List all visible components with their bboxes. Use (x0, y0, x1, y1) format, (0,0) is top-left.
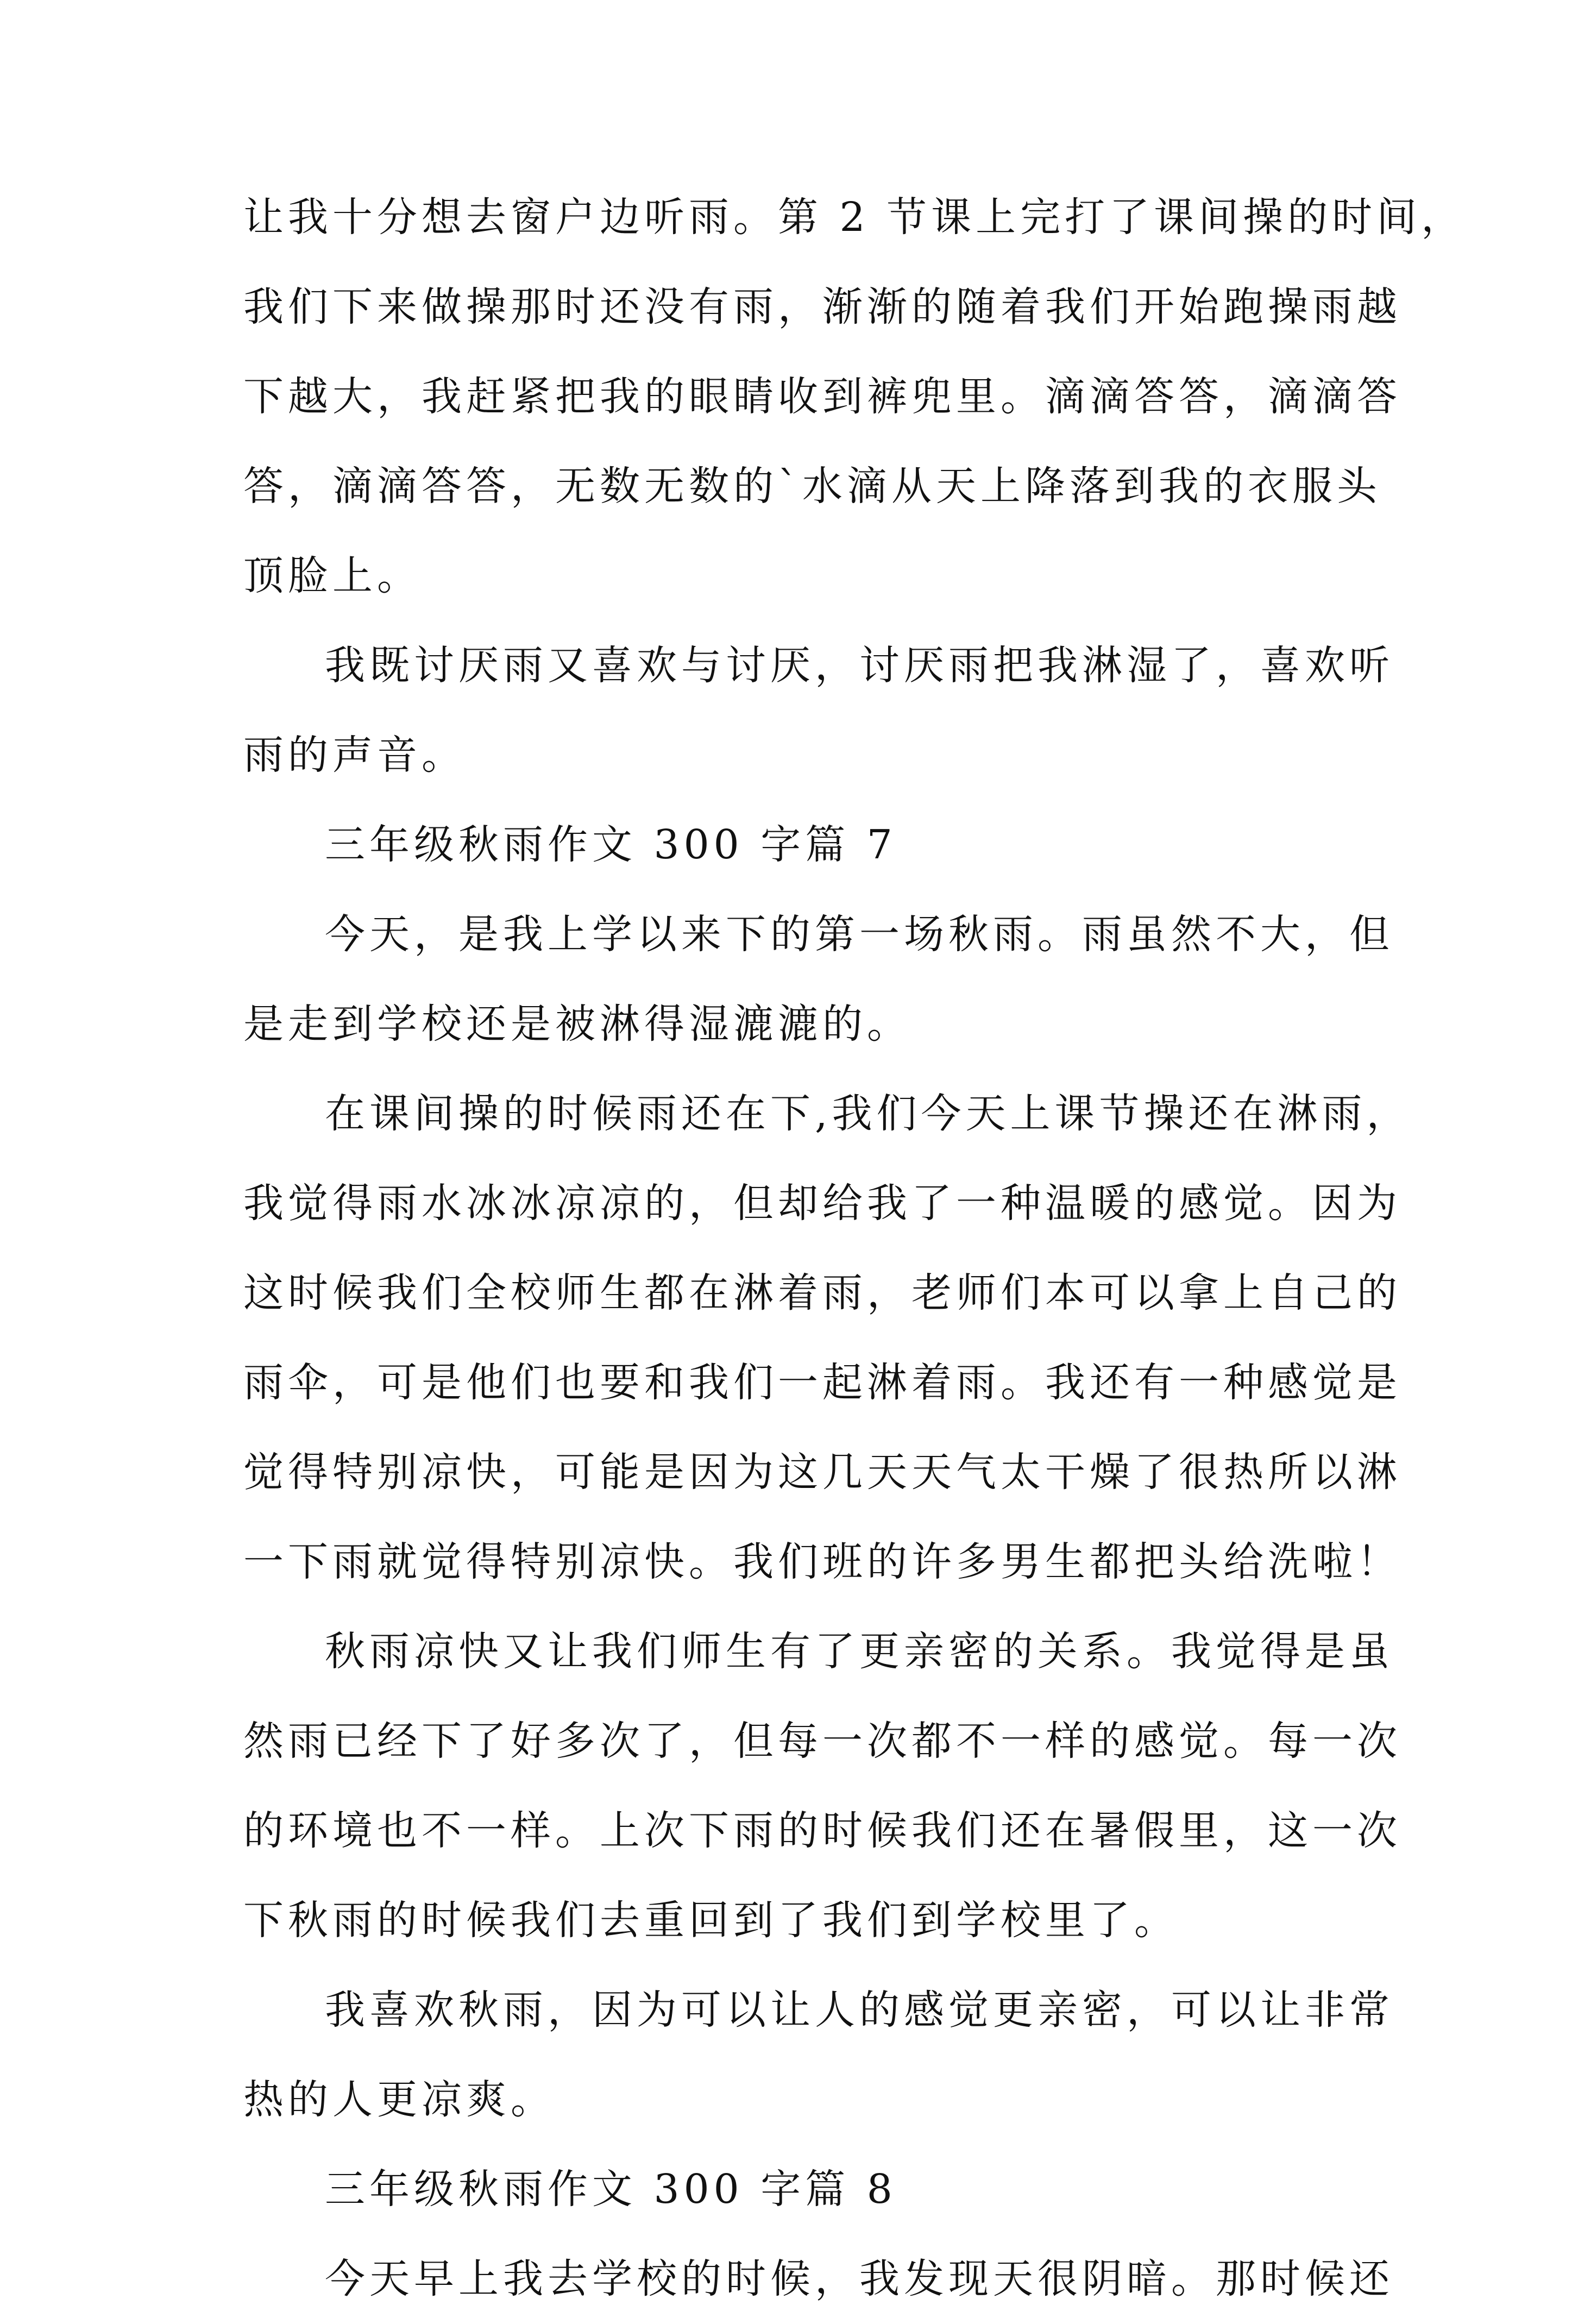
text-line: 今天，是我上学以来下的第一场秋雨。雨虽然不大，但 (325, 911, 1394, 958)
text-line: 下越大，我赶紧把我的眼睛收到裤兜里。滴滴答答，滴滴答 (243, 373, 1401, 420)
text-line: 秋雨凉快又让我们师生有了更亲密的关系。我觉得是虽 (325, 1628, 1394, 1675)
text-line: 下秋雨的时候我们去重回到了我们到学校里了。 (243, 1897, 1179, 1944)
text-line: 雨伞，可是他们也要和我们一起淋着雨。我还有一种感觉是 (243, 1359, 1401, 1406)
text-line: 让我十分想去窗户边听雨。第 2 节课上完打了课间操的时间， (243, 194, 1466, 241)
section-heading: 三年级秋雨作文 300 字篇 8 (325, 2166, 897, 2213)
text-line: 我们下来做操那时还没有雨，渐渐的随着我们开始跑操雨越 (243, 284, 1401, 330)
text-line: 的环境也不一样。上次下雨的时候我们还在暑假里，这一次 (243, 1807, 1401, 1854)
text-line: 然雨已经下了好多次了，但每一次都不一样的感觉。每一次 (243, 1718, 1401, 1764)
text-line: 我觉得雨水冰冰凉凉的，但却给我了一种温暖的感觉。因为 (243, 1180, 1401, 1227)
text-line: 热的人更凉爽。 (243, 2076, 555, 2123)
text-line: 我喜欢秋雨，因为可以让人的感觉更亲密，可以让非常 (325, 1987, 1394, 2033)
text-line: 雨的声音。 (243, 732, 466, 778)
text-line: 答，滴滴答答，无数无数的`水滴从天上降落到我的衣服头 (243, 463, 1381, 510)
text-line: 我既讨厌雨又喜欢与讨厌，讨厌雨把我淋湿了，喜欢听 (325, 642, 1394, 689)
text-line: 今天早上我去学校的时候，我发现天很阴暗。那时候还 (325, 2256, 1394, 2302)
text-line: 在课间操的时候雨还在下,我们今天上课节操还在淋雨， (325, 1090, 1411, 1137)
text-line: 是走到学校还是被淋得湿漉漉的。 (243, 1001, 911, 1047)
text-line: 一下雨就觉得特别凉快。我们班的许多男生都把头给洗啦！ (243, 1538, 1401, 1585)
text-line: 顶脸上。 (243, 552, 422, 599)
text-line: 觉得特别凉快，可能是因为这几天天气太干燥了很热所以淋 (243, 1449, 1401, 1496)
document-body (243, 173, 1466, 2324)
section-heading: 三年级秋雨作文 300 字篇 7 (325, 821, 897, 868)
text-line: 这时候我们全校师生都在淋着雨，老师们本可以拿上自己的 (243, 1270, 1401, 1316)
